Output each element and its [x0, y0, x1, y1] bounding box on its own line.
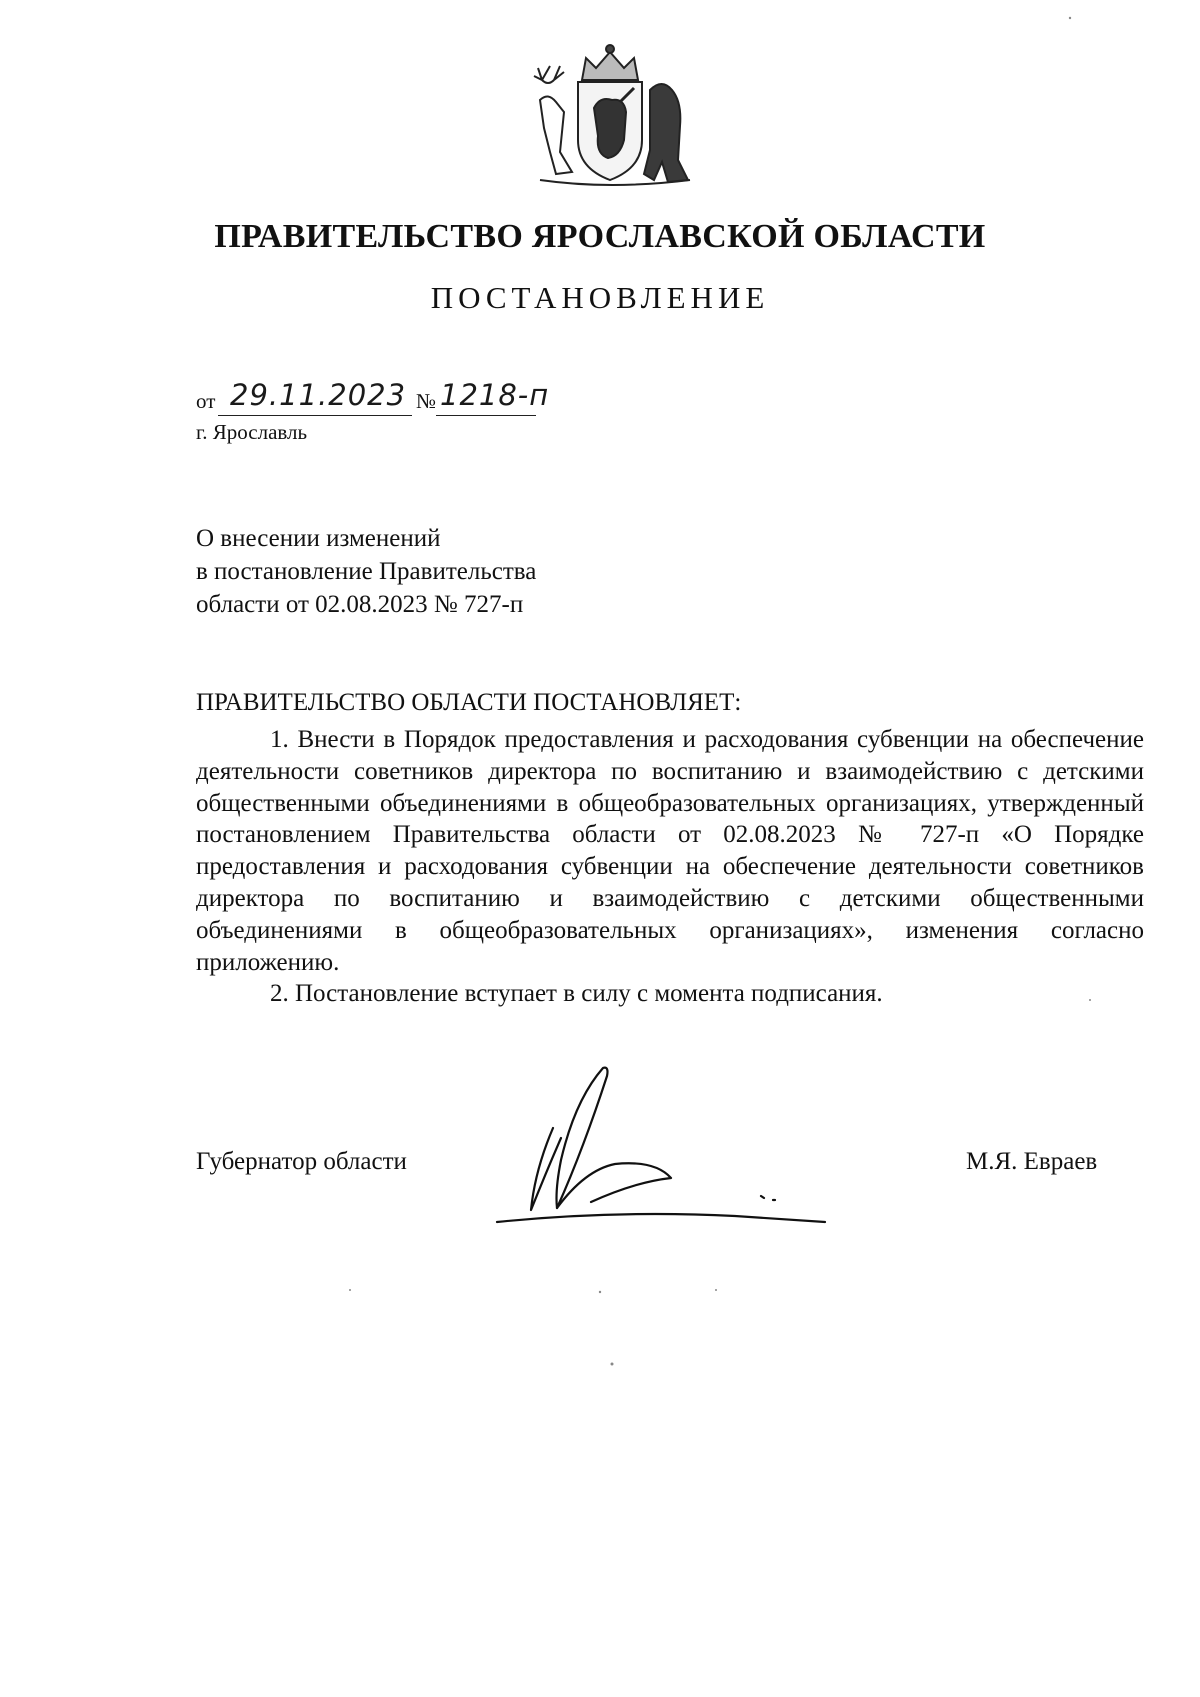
- yaroslavl-coat-of-arms-icon: [520, 40, 700, 190]
- paragraph-2: 2. Постановление вступает в силу с момента подписания.: [270, 980, 883, 1008]
- document-body: [196, 724, 1144, 1010]
- date-underline: [218, 415, 412, 416]
- subject-line: области от 02.08.2023 № 727-п: [196, 591, 524, 618]
- document-type: ПОСТАНОВЛЕНИЕ: [430, 280, 770, 315]
- organization-title: ПРАВИТЕЛЬСТВО ЯРОСЛАВСКОЙ ОБЛАСТИ: [214, 218, 986, 255]
- date-prefix: от: [196, 389, 216, 413]
- city-label: г. Ярославль: [196, 420, 308, 444]
- registration-line: [196, 378, 796, 416]
- subject-line: О внесении изменений: [196, 525, 441, 552]
- number-prefix: №: [416, 389, 437, 413]
- number-underline: [436, 415, 536, 416]
- preamble: ПРАВИТЕЛЬСТВО ОБЛАСТИ ПОСТАНОВЛЯЕТ:: [196, 689, 742, 716]
- handwritten-date: 29.11.2023: [230, 378, 407, 412]
- signatory-role: Губернатор области: [196, 1148, 407, 1175]
- handwritten-signature-icon: [495, 1060, 915, 1240]
- signatory-name: М.Я. Евраев: [966, 1148, 1098, 1175]
- document-subject: [196, 522, 536, 621]
- paragraph-1: 1. Внести в Порядок предоставления и расходования субвенции на обеспечение деятельности советников директора по воспитанию и взаимодействию с детскими общественными объединениями в общеобразовательных организациях, утвержденный постановлением Правительства области от 02.08.2023 № 727-п «О Порядке предоставления и расходования субвенции на обеспечение деятельности советников директора по воспитанию и взаимодействию с детскими общественными объединениями в общеобразовательных организациях», изменения согласно приложению.: [196, 726, 1144, 976]
- subject-line: в постановление Правительства: [196, 558, 537, 585]
- handwritten-number: 1218-п: [440, 378, 550, 412]
